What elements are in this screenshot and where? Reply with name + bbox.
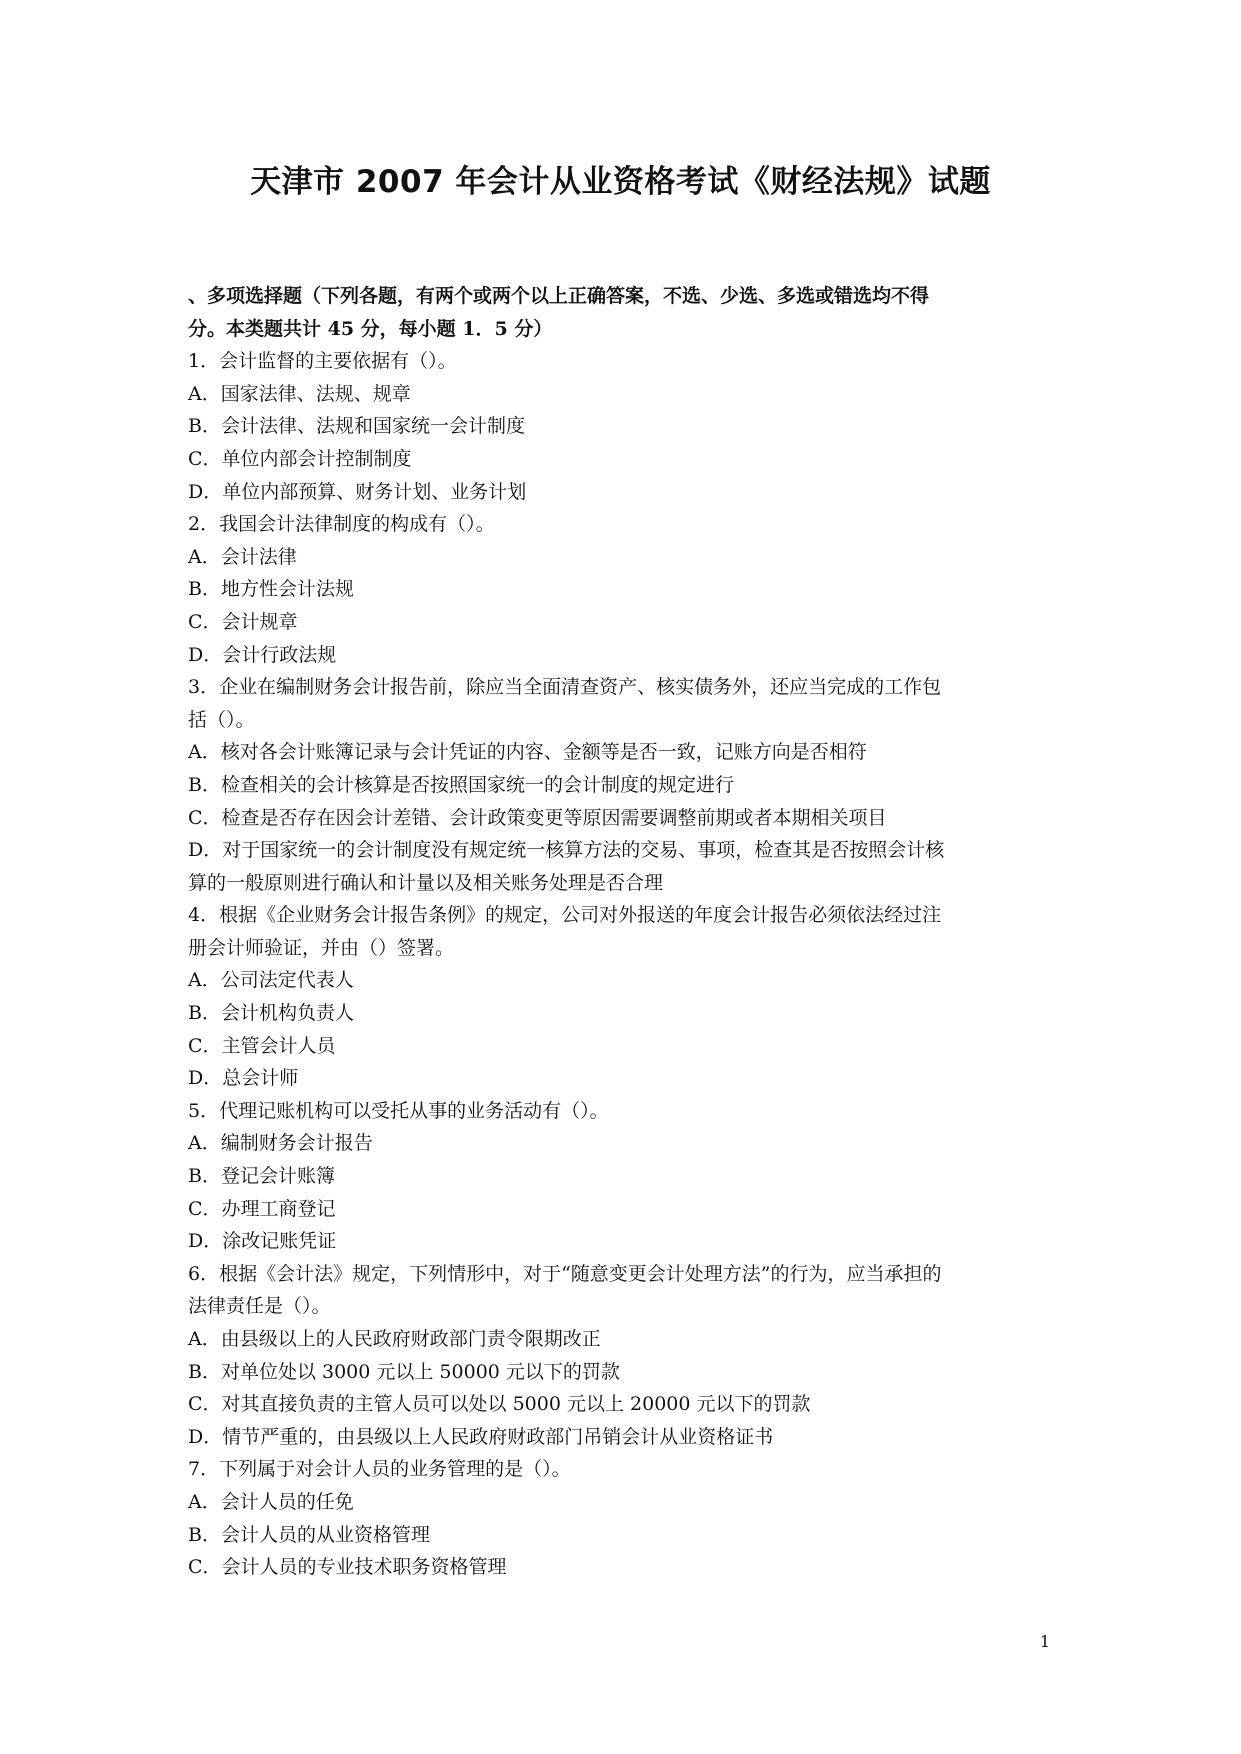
option-line: D．总会计师 <box>188 1067 299 1090</box>
option-line: C．单位内部会计控制制度 <box>188 447 412 470</box>
option-line: A．会计法律 <box>188 545 297 568</box>
option-line: A．由县级以上的人民政府财政部门责令限期改正 <box>188 1328 601 1350</box>
option-line: A．编制财务会计报告 <box>188 1132 373 1155</box>
option-line-continuation: 算的一般原则进行确认和计量以及相关账务处理是否合理 <box>188 871 664 894</box>
question-5: 5．代理记账机构可以受托从事的业务活动有（）。 <box>188 1099 609 1122</box>
question-4-continuation: 册会计师验证，并由（）签署。 <box>188 936 455 959</box>
question-3: 3．企业在编制财务会计报告前，除应当全面清查资产、核实债务外，还应当完成的工作包 <box>188 676 942 699</box>
option-line: D．涂改记账凭证 <box>188 1230 337 1253</box>
page-number: 1 <box>1039 1632 1050 1651</box>
option-line: D．对于国家统一的会计制度没有规定统一核算方法的交易、事项，检查其是否按照会计核 <box>188 839 945 862</box>
question-4: 4．根据《企业财务会计报告条例》的规定，公司对外报送的年度会计报告必须依法经过注 <box>188 904 942 927</box>
option-line: B．会计机构负责人 <box>188 1002 354 1025</box>
option-line: B．会计法律、法规和国家统一会计制度 <box>188 415 525 438</box>
option-line: B．会计人员的从业资格管理 <box>188 1523 430 1546</box>
option-line: C．对其直接负责的主管人员可以处以 5000 元以上 20000 元以下的罚款 <box>188 1393 811 1416</box>
option-line: A．公司法定代表人 <box>188 969 354 992</box>
section-header-line: 分。本类题共计 45 分，每小题 1．5 分） <box>188 317 553 340</box>
document-body <box>188 280 1056 1584</box>
option-line: C．会计规章 <box>188 610 298 633</box>
option-line: B．登记会计账簿 <box>188 1165 335 1188</box>
option-line: B．地方性会计法规 <box>188 578 354 601</box>
question-7: 7．下列属于对会计人员的业务管理的是（）。 <box>188 1458 571 1481</box>
option-line: D．单位内部预算、财务计划、业务计划 <box>188 480 527 503</box>
question-3-continuation: 括（）。 <box>188 708 255 731</box>
option-line: A．会计人员的任免 <box>188 1490 354 1513</box>
question-6: 6．根据《会计法》规定，下列情形中，对于“随意变更会计处理方法”的行为，应当承担的 <box>188 1262 942 1285</box>
document-title: 天津市 2007 年会计从业资格考试《财经法规》试题 <box>250 164 991 200</box>
question-6-continuation: 法律责任是（）。 <box>188 1295 331 1318</box>
option-line: B．对单位处以 3000 元以上 50000 元以下的罚款 <box>188 1360 620 1383</box>
question-1: 1．会计监督的主要依据有（）。 <box>188 350 457 373</box>
option-line: C．会计人员的专业技术职务资格管理 <box>188 1556 507 1579</box>
option-line: D．情节严重的，由县级以上人民政府财政部门吊销会计从业资格证书 <box>188 1425 774 1448</box>
option-line: A．国家法律、法规、规章 <box>188 382 411 405</box>
option-line: C．主管会计人员 <box>188 1034 336 1057</box>
option-line: B．检查相关的会计核算是否按照国家统一的会计制度的规定进行 <box>188 773 734 796</box>
option-line: D．会计行政法规 <box>188 643 337 666</box>
section-header-line: 、多项选择题（下列各题，有两个或两个以上正确答案，不选、少选、多选或错选均不得 <box>188 285 930 307</box>
option-line: C．检查是否存在因会计差错、会计政策变更等原因需要调整前期或者本期相关项目 <box>188 806 887 829</box>
option-line: C．办理工商登记 <box>188 1197 336 1220</box>
question-2: 2．我国会计法律制度的构成有（）。 <box>188 513 495 536</box>
option-line: A．核对各会计账簿记录与会计凭证的内容、金额等是否一致，记账方向是否相符 <box>188 741 867 764</box>
